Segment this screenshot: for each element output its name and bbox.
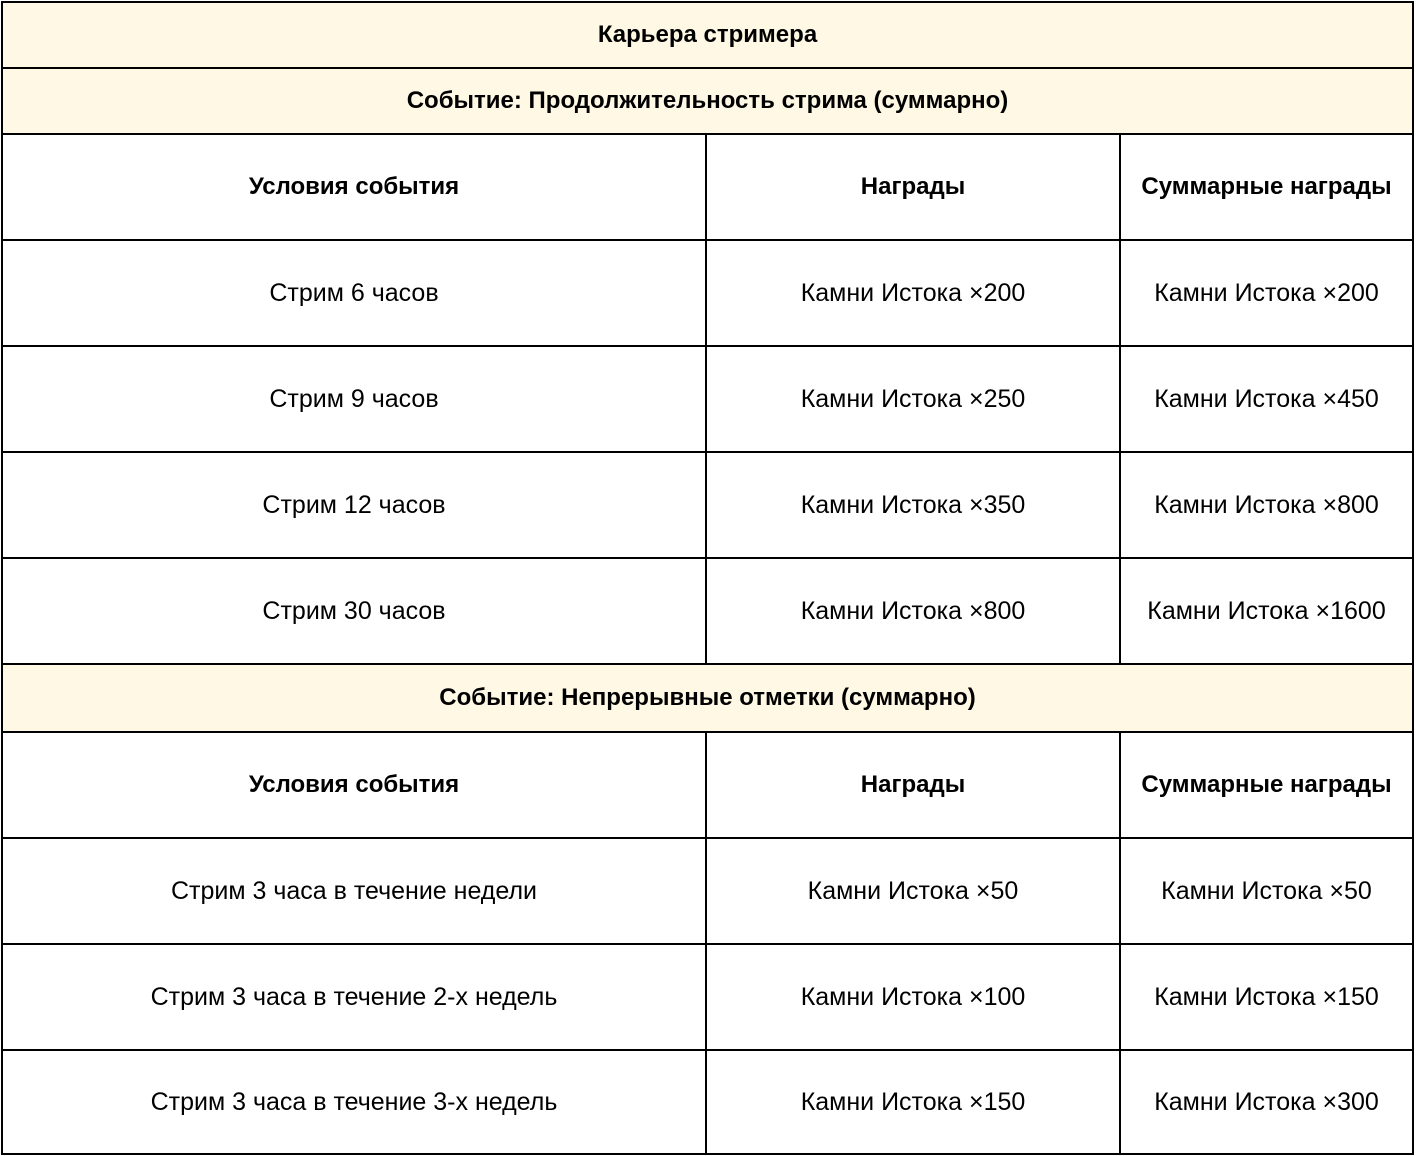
reward-cell: Камни Истока ×150 [707,1051,1121,1153]
condition-cell: Стрим 6 часов [3,241,707,347]
section-heading-text: Событие: Непрерывные отметки (суммарно) [439,684,976,711]
reward-cell: Камни Истока ×250 [707,347,1121,453]
total-reward-cell: Камни Истока ×800 [1121,453,1412,559]
reward-cell: Камни Истока ×100 [707,945,1121,1051]
total-reward-cell: Камни Истока ×450 [1121,347,1412,453]
reward-cell: Камни Истока ×800 [707,559,1121,665]
table-row [3,839,1412,945]
column-header-total-rewards: Суммарные награды [1121,733,1412,839]
table-title-text: Карьера стримера [597,21,818,48]
table-row [3,241,1412,347]
reward-cell: Камни Истока ×200 [707,241,1121,347]
table-row [3,559,1412,665]
table-row [3,453,1412,559]
condition-cell: Стрим 3 часа в течение 2-х недель [3,945,707,1051]
column-header-rewards: Награды [707,135,1121,241]
total-reward-cell: Камни Истока ×150 [1121,945,1412,1051]
table-row [3,1051,1412,1153]
rewards-table [1,1,1414,1155]
table-title [3,3,1412,69]
column-header-conditions: Условия события [3,733,707,839]
total-reward-cell: Камни Истока ×300 [1154,1087,1379,1116]
column-header-row [3,733,1412,839]
column-header-conditions: Условия события [3,135,707,241]
column-header-total-rewards: Суммарные награды [1121,135,1412,241]
reward-cell: Камни Истока ×350 [707,453,1121,559]
condition-cell: Стрим 3 часа в течение 3-х недель [3,1051,707,1153]
total-reward-cell: Камни Истока ×50 [1121,839,1412,945]
table-row [3,347,1412,453]
condition-cell: Стрим 9 часов [3,347,707,453]
section-heading-text: Событие: Продолжительность стрима (суммарно) [406,87,1009,114]
column-header-rewards: Награды [707,733,1121,839]
condition-cell: Стрим 3 часа в течение недели [3,839,707,945]
total-reward-cell: Камни Истока ×1600 [1121,559,1412,665]
reward-cell: Камни Истока ×50 [707,839,1121,945]
table-row [3,945,1412,1051]
column-header-row [3,135,1412,241]
section-heading-duration [3,69,1412,135]
condition-cell: Стрим 30 часов [3,559,707,665]
condition-cell: Стрим 12 часов [3,453,707,559]
total-reward-cell: Камни Истока ×200 [1121,241,1412,347]
section-heading-checkins [3,665,1412,733]
